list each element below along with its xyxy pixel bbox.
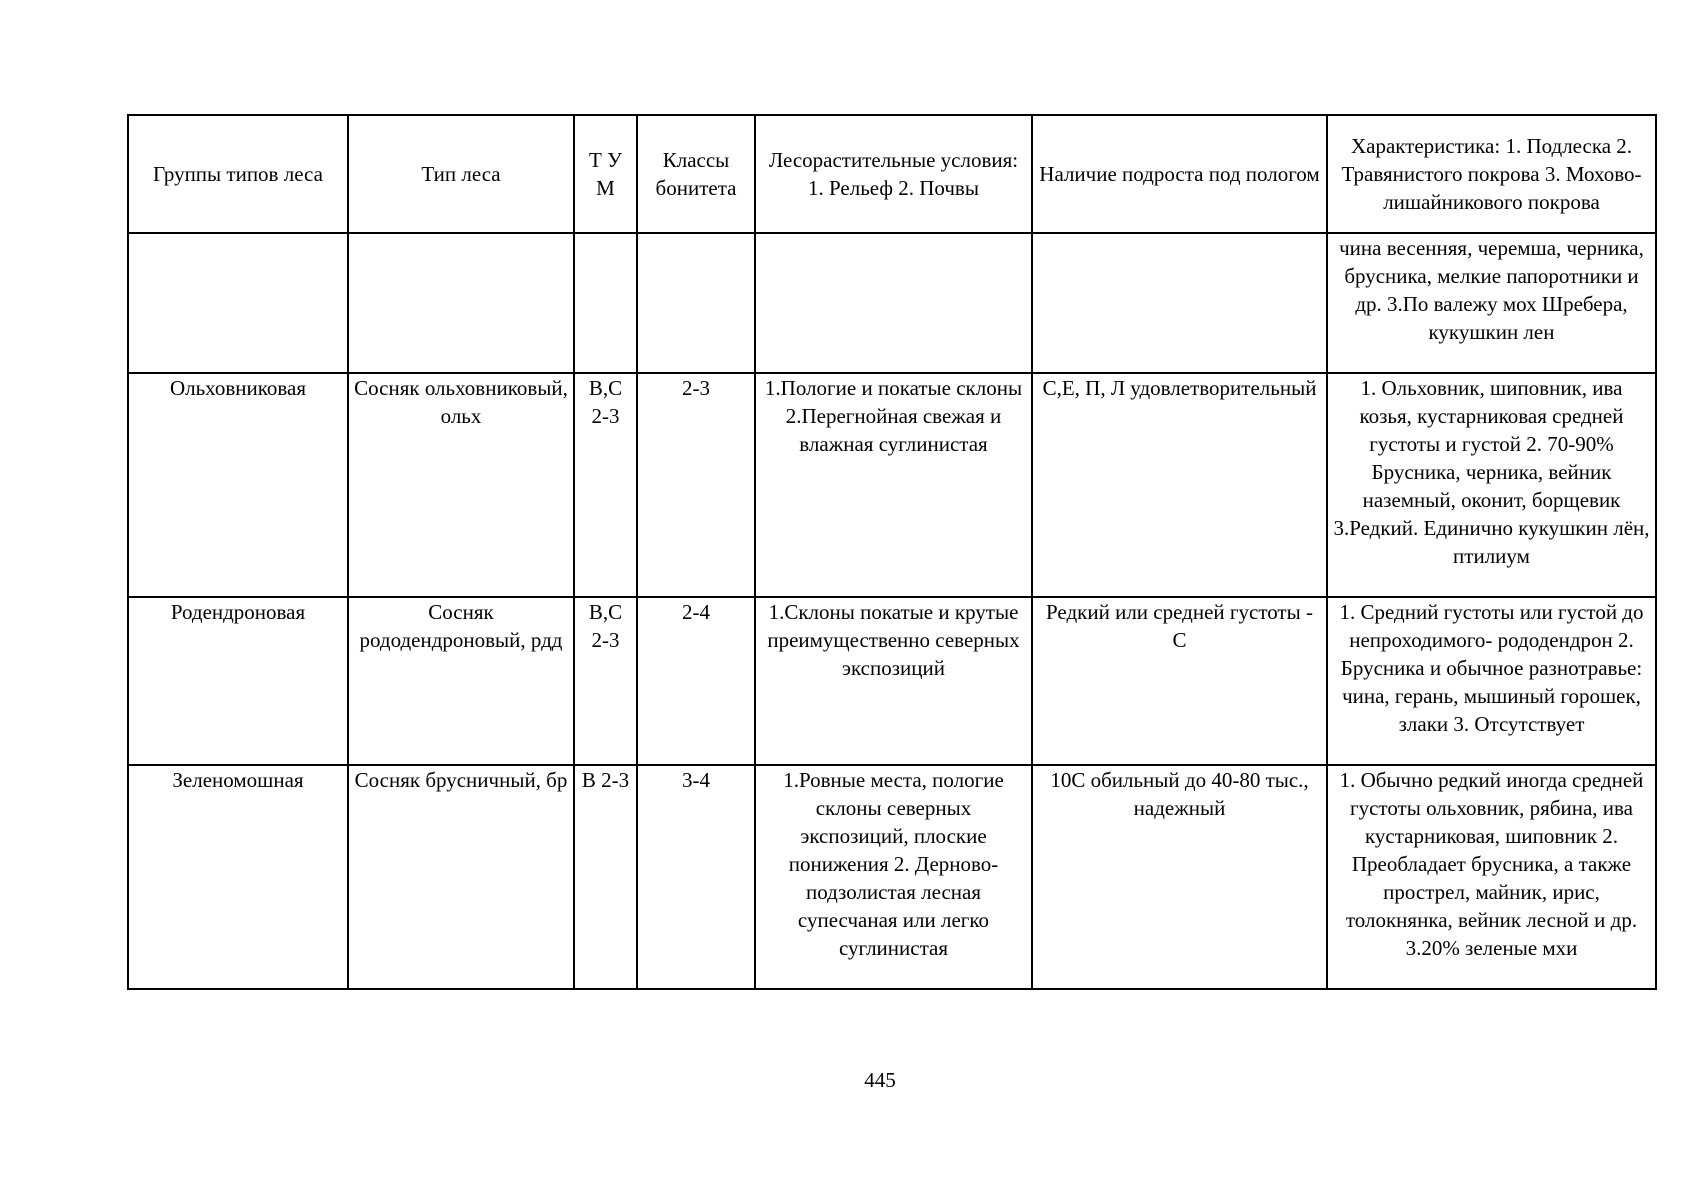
header-tum: Т У М xyxy=(574,115,637,233)
header-forest-type: Тип леса xyxy=(348,115,574,233)
table-cell: Редкий или средней густоты - С xyxy=(1032,597,1327,765)
table-cell: 1. Средний густоты или густой до непроходимого- рододендрон 2. Брусника и обычное разнотравье: чина, герань, мышиный горошек, злаки 3. Отсутствует xyxy=(1327,597,1656,765)
table-cell: 1.Склоны покатые и крутые преимущественно северных экспозиций xyxy=(755,597,1032,765)
table-cell: В,С 2-3 xyxy=(574,373,637,597)
table-cell: Родендроновая xyxy=(128,597,348,765)
table-cell: 3-4 xyxy=(637,765,755,989)
table-cell xyxy=(1032,233,1327,373)
table-cell xyxy=(637,233,755,373)
table-row xyxy=(128,765,1656,989)
table-cell: чина весенняя, черемша, черника, брусника, мелкие папоротники и др. 3.По валежу мох Шребера, кукушкин лен xyxy=(1327,233,1656,373)
table-cell: 1.Ровные места, пологие склоны северных экспозиций, плоские понижения 2. Дерново- подзолистая лесная супесчаная или легко суглинистая xyxy=(755,765,1032,989)
table-row xyxy=(128,373,1656,597)
page-number: 445 xyxy=(864,1068,896,1092)
table-cell xyxy=(128,233,348,373)
table-cell: В 2-3 xyxy=(574,765,637,989)
table-cell: 2-4 xyxy=(637,597,755,765)
table-cell: 2-3 xyxy=(637,373,755,597)
header-characteristics: Характеристика: 1. Подлеска 2. Травянистого покрова 3. Мохово-лишайникового покрова xyxy=(1327,115,1656,233)
table-cell xyxy=(348,233,574,373)
table-row xyxy=(128,597,1656,765)
header-growing-conditions: Лесорастительные условия: 1. Рельеф 2. Почвы xyxy=(755,115,1032,233)
header-bonitet-class: Классы бонитета xyxy=(637,115,755,233)
table-cell: В,С 2-3 xyxy=(574,597,637,765)
table-cell: 10С обильный до 40-80 тыс., надежный xyxy=(1032,765,1327,989)
table-cell: 1.Пологие и покатые склоны 2.Перегнойная свежая и влажная суглинистая xyxy=(755,373,1032,597)
table-cell: Сосняк ольховниковый, ольх xyxy=(348,373,574,597)
table-row xyxy=(128,233,1656,373)
header-undergrowth: Наличие подроста под пологом xyxy=(1032,115,1327,233)
table-cell: Сосняк брусничный, бр xyxy=(348,765,574,989)
table-cell: Ольховниковая xyxy=(128,373,348,597)
table-cell: С,Е, П, Л удовлетворительный xyxy=(1032,373,1327,597)
table-cell xyxy=(574,233,637,373)
table-cell: Зеленомошная xyxy=(128,765,348,989)
table-cell: 1. Ольховник, шиповник, ива козья, кустарниковая средней густоты и густой 2. 70-90% Брусника, черника, вейник наземный, оконит, борщевик 3.Редкий. Единично кукушкин лён, птилиум xyxy=(1327,373,1656,597)
table-header-row xyxy=(128,115,1656,233)
header-forest-type-group: Группы типов леса xyxy=(128,115,348,233)
table-cell xyxy=(755,233,1032,373)
table-cell: Сосняк рододендроновый, рдд xyxy=(348,597,574,765)
forest-types-table xyxy=(127,114,1657,990)
table-cell: 1. Обычно редкий иногда средней густоты ольховник, рябина, ива кустарниковая, шиповник 2. Преобладает брусника, а также прострел, майник, ирис, толокнянка, вейник лесной и др. 3.20% зеленые мхи xyxy=(1327,765,1656,989)
